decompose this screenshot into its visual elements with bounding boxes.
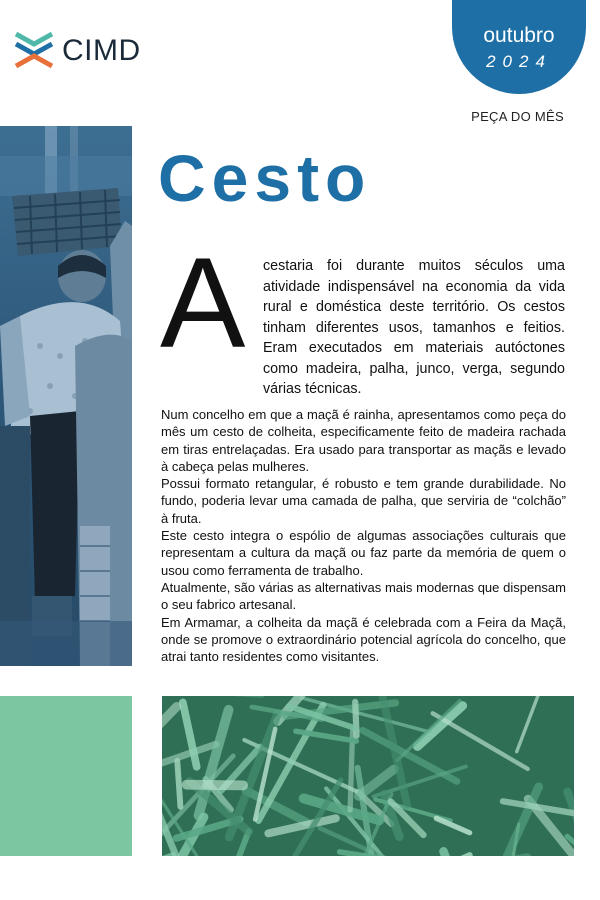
- body-text: [161, 406, 566, 665]
- lead-paragraph: cestaria foi durante muitos séculos uma atividade indispensável na economia da vida rural e doméstica deste território. Os cestos tinham diferentes usos, tamanhos e feitios. Eram executados em materiais autóctones como madeira, palha, junco, verga, segundo várias técnicas.: [263, 258, 565, 397]
- women-carrying-basket-photo: [0, 126, 132, 666]
- page-title: Cesto: [158, 141, 372, 215]
- date-badge: [452, 0, 586, 94]
- brand-logo: [14, 30, 141, 72]
- decorative-green-block: [0, 696, 132, 856]
- date-month: outubro: [483, 24, 555, 47]
- date-year: 2024: [486, 52, 552, 71]
- brand-name: CIMD: [62, 34, 141, 67]
- body-paragraph: Este cesto integra o espólio de algumas associações culturais que representam a cultura da maçã ou faz parte da memória de quem o usou como ferramenta de trabalho.: [161, 528, 566, 578]
- section-label: PEÇA DO MÊS: [471, 109, 564, 124]
- drop-cap: A: [160, 232, 246, 375]
- body-paragraph: Num concelho em que a maçã é rainha, apresentamos como peça do mês um cesto de colheita, especificamente feito de madeira rachada em tiras entrelaçadas. Era usado para transportar as maçãs e levado à cabeça pelas mulheres.: [161, 407, 566, 474]
- cimd-logo-icon: [14, 30, 54, 72]
- woven-wood-strips-photo: [162, 696, 574, 856]
- body-paragraph: Em Armamar, a colheita da maçã é celebrada com a Feira da Maçã, onde se promove o extraordinário potencial agrícola do concelho, que atrai tanto residentes como visitantes.: [161, 614, 566, 665]
- body-paragraph: Atualmente, são várias as alternativas mais modernas que dispensam o seu fabrico artesanal.: [161, 579, 566, 613]
- body-paragraph: Possui formato retangular, é robusto e tem grande durabilidade. No fundo, poderia levar uma camada de palha, que serviria de “colchão” à fruta.: [161, 476, 566, 526]
